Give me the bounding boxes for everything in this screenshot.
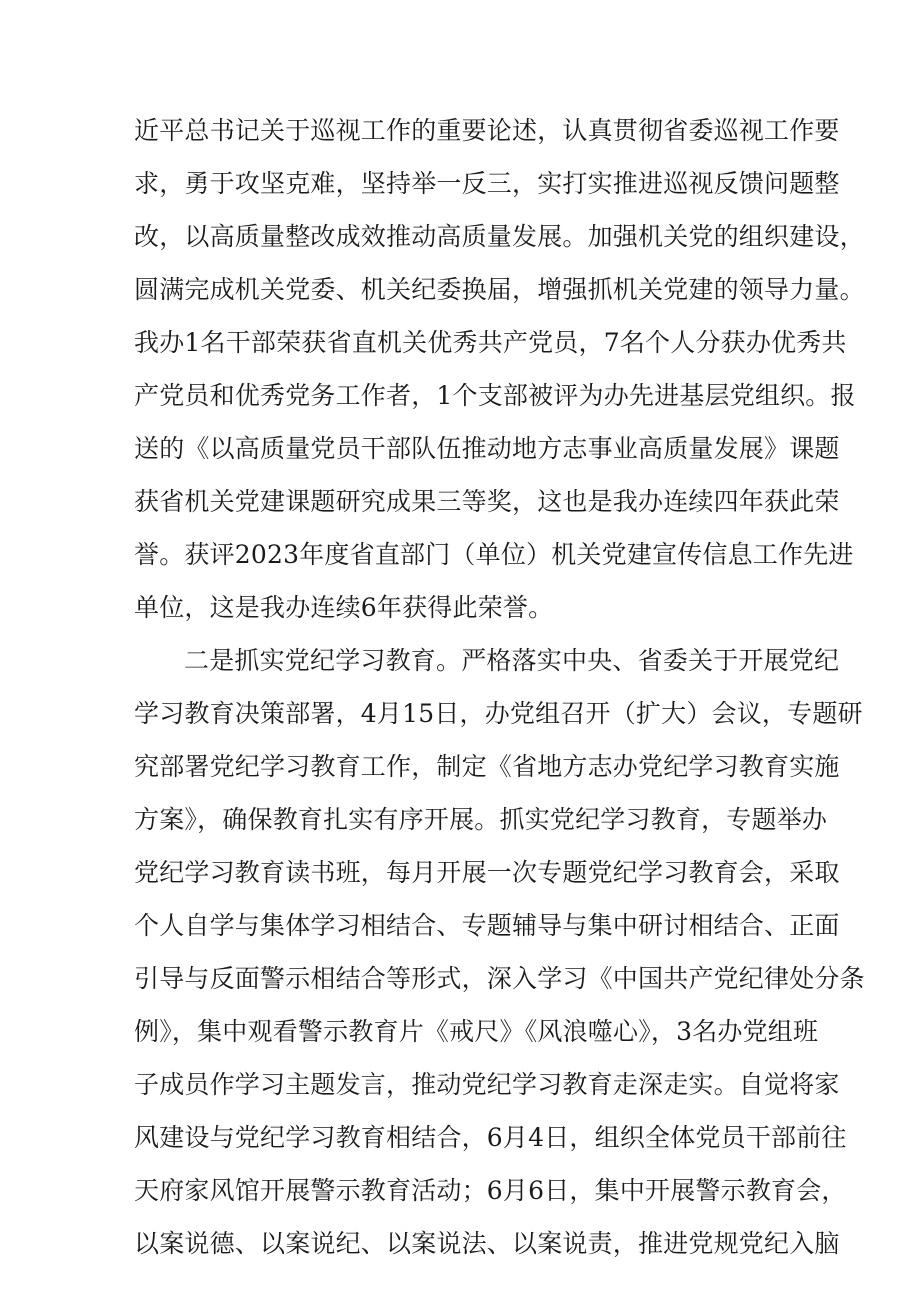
paragraph-2-line-9: 子成员作学习主题发言，推动党纪学习教育走深走实。自觉将家 xyxy=(134,1070,840,1099)
paragraph-1-line-10: 单位，这是我办连续6年获得此荣誉。 xyxy=(134,593,554,622)
paragraph-2-line-12: 以案说德、以案说纪、以案说法、以案说责，推进党规党纪入脑 xyxy=(134,1229,840,1258)
paragraph-2-line-3: 究部署党纪学习教育工作，制定《省地方志办党纪学习教育实施 xyxy=(134,752,840,781)
paragraph-1-line-2: 求，勇于攻坚克难，坚持举一反三，实打实推进巡视反馈问题整 xyxy=(134,169,840,198)
paragraph-1-line-5: 我办1名干部荣获省直机关优秀共产党员，7名个人分获办优秀共 xyxy=(134,328,847,357)
paragraph-1-line-6: 产党员和优秀党务工作者，1个支部被评为办先进基层党组织。报 xyxy=(134,381,856,410)
paragraph-2-line-4: 方案》，确保教育扎实有序开展。抓实党纪学习教育，专题举办 xyxy=(134,805,828,834)
paragraph-2-line-1: 二是抓实党纪学习教育。严格落实中央、省委关于开展党纪 xyxy=(184,646,840,675)
paragraph-2-line-10: 风建设与党纪学习教育相结合，6月4日，组织全体党员干部前往 xyxy=(134,1123,847,1152)
paragraph-2-line-5: 党纪学习教育读书班，每月开展一次专题党纪学习教育会，采取 xyxy=(134,858,840,887)
paragraph-1-line-3: 改，以高质量整改成效推动高质量发展。加强机关党的组织建设， xyxy=(134,222,865,251)
paragraph-2-line-11: 天府家风馆开展警示教育活动；6月6日，集中开展警示教育会， xyxy=(134,1176,847,1205)
paragraph-1-line-8: 获省机关党建课题研究成果三等奖，这也是我办连续四年获此荣 xyxy=(134,487,840,516)
paragraph-1-line-4: 圆满完成机关党委、机关纪委换届，增强抓机关党建的领导力量。 xyxy=(134,275,865,304)
paragraph-2-line-2: 学习教育决策部署，4月15日，办党组召开（扩大）会议，专题研 xyxy=(134,699,863,728)
document-body xyxy=(134,104,865,1270)
paragraph-1-line-9: 誉。获评2023年度省直部门（单位）机关党建宣传信息工作先进 xyxy=(134,540,854,569)
paragraph-2-line-8: 例》，集中观看警示教育片《戒尺》《风浪噬心》，3名办党组班 xyxy=(134,1017,819,1046)
paragraph-1-line-1: 近平总书记关于巡视工作的重要论述，认真贯彻省委巡视工作要 xyxy=(134,116,840,145)
paragraph-2-line-6: 个人自学与集体学习相结合、专题辅导与集中研讨相结合、正面 xyxy=(134,911,840,940)
paragraph-1-line-7: 送的《以高质量党员干部队伍推动地方志事业高质量发展》课题 xyxy=(134,434,840,463)
paragraph-2-line-7: 引导与反面警示相结合等形式，深入学习《中国共产党纪律处分条 xyxy=(134,964,865,993)
